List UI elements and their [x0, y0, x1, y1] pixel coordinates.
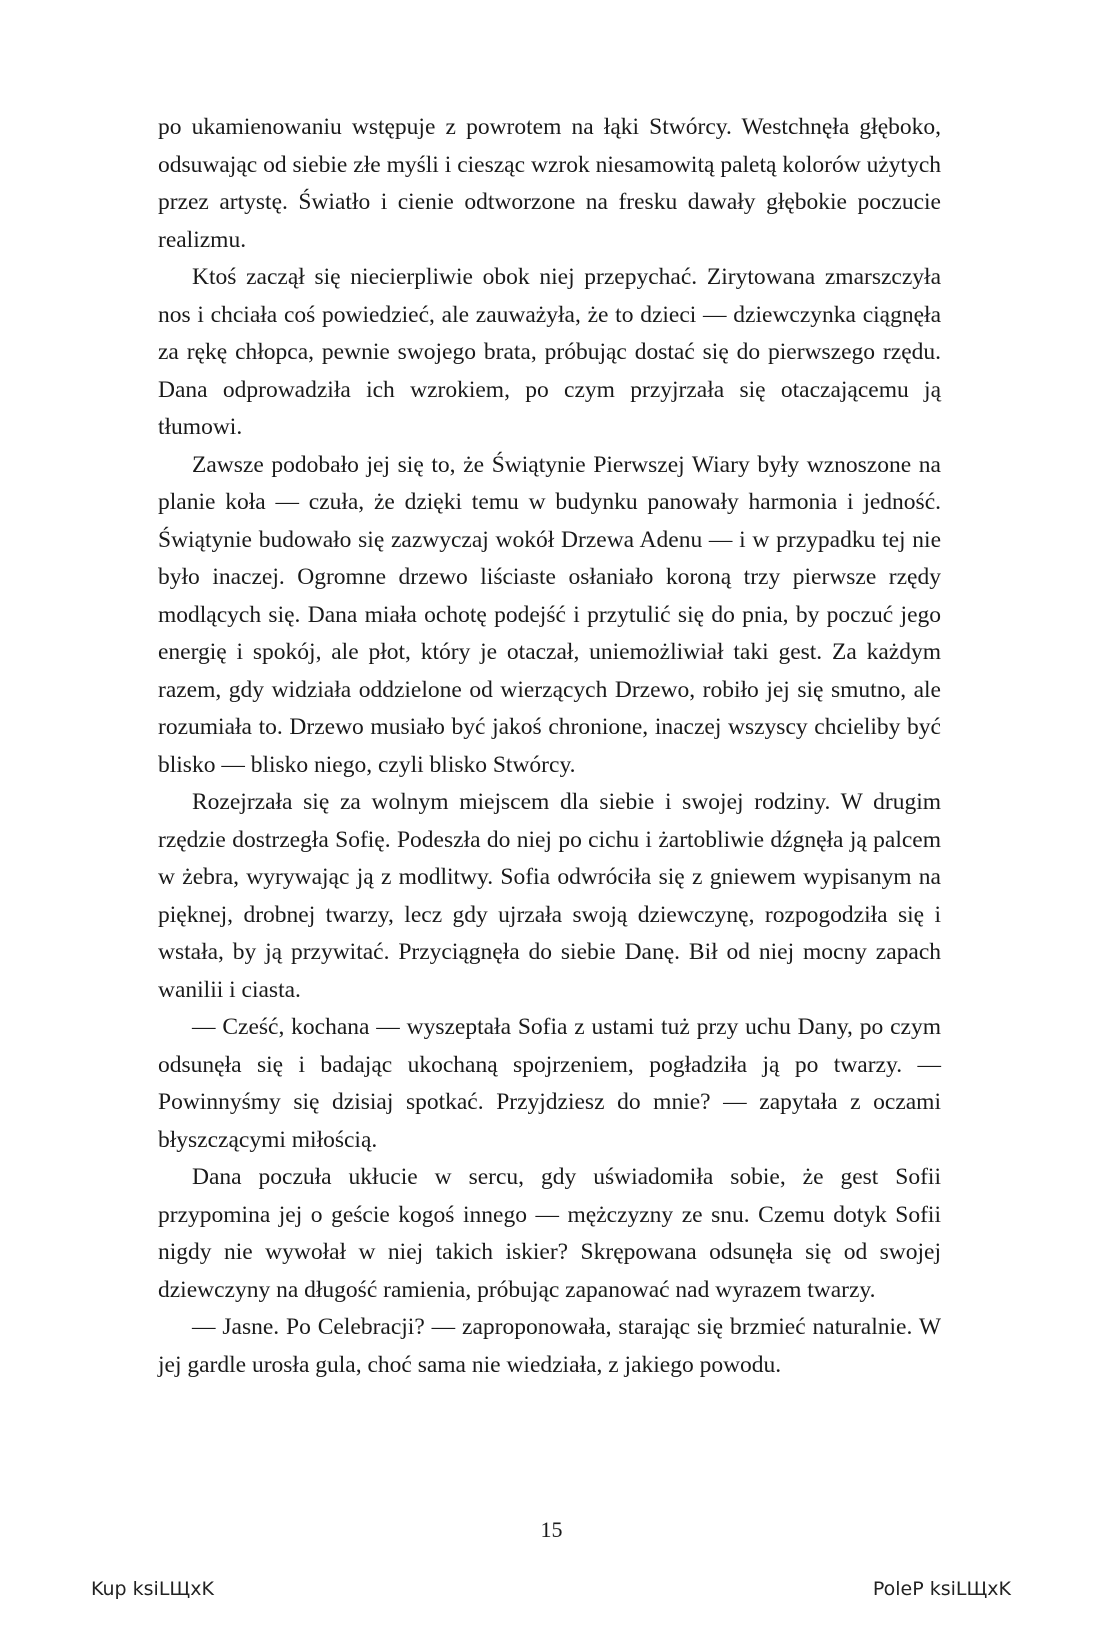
page-number: 15 [540, 1517, 563, 1542]
recommend-book-link[interactable]: PoleP ksiLЩxK [872, 1578, 1011, 1600]
page-body [158, 109, 941, 1384]
paragraph: — Cześć, kochana — wyszeptała Sofia z ustami tuż przy uchu Dany, po czym odsunęła się i badając ukochaną spojrzeniem, pogładziła ją po twarzy. — Powinnyśmy się dzisiaj spotkać. Przyjdziesz do mnie? — zapytała z oczami błyszczącymi miłością. [158, 1014, 941, 1153]
paragraph: Rozejrzała się za wolnym miejscem dla siebie i swojej rodziny. W drugim rzędzie dostrzegła Sofię. Podeszła do niej po cichu i żartobliwie dźgnęła ją palcem w żebra, wyrywając ją z modlitwy. Sofia odwróciła się z gniewem wypisanym na pięknej, drobnej twarzy, lecz gdy ujrzała swoją dziewczynę, rozpogodziła się i wstała, by ją przywitać. Przyciągnęła do siebie Danę. Bił od niej mocny zapach wanilii i ciasta. [158, 789, 941, 1003]
paragraph: po ukamienowaniu wstępuje z powrotem na łąki Stwórcy. Westchnęła głęboko, odsuwając od siebie złe myśli i ciesząc wzrok niesamowitą paletą kolorów użytych przez artystę. Światło i cienie odtworzone na fresku dawały głębokie poczucie realizmu. [158, 114, 941, 253]
buy-book-link[interactable]: Kup ksiLЩxK [91, 1578, 214, 1600]
paragraph: — Jasne. Po Celebracji? — zaproponowała, starając się brzmieć naturalnie. W jej gardle urosła gula, choć sama nie wiedziała, z jakiego powodu. [158, 1314, 941, 1378]
paragraph: Ktoś zaczął się niecierpliwie obok niej przepychać. Zirytowana zmarszczyła nos i chciała coś powiedzieć, ale zauważyła, że to dzieci — dziewczynka ciągnęła za rękę chłopca, pewnie swojego brata, próbując dostać się do pierwszego rzędu. Dana odprowadziła ich wzrokiem, po czym przyjrzała się otaczającemu ją tłumowi. [158, 264, 941, 440]
paragraph: Dana poczuła ukłucie w sercu, gdy uświadomiła sobie, że gest Sofii przypomina jej o geście kogoś innego — mężczyzny ze snu. Czemu dotyk Sofii nigdy nie wywołał w niej takich iskier? Skrępowana odsunęła się od swojej dziewczyny na długość ramienia, próbując zapanować nad wyrazem twarzy. [158, 1164, 941, 1303]
paragraph: Zawsze podobało jej się to, że Świątynie Pierwszej Wiary były wznoszone na planie koła — czuła, że dzięki temu w budynku panowały harmonia i jedność. Świątynie budowało się zazwyczaj wokół Drzewa Adenu — i w przypadku tej nie było inaczej. Ogromne drzewo liściaste osłaniało koroną trzy pierwsze rzędy modlących się. Dana miała ochotę podejść i przytulić się do pnia, by poczuć jego energię i spokój, ale płot, który je otaczał, uniemożliwiał taki gest. Za każdym razem, gdy widziała oddzielone od wierzących Drzewo, robiło jej się smutno, ale rozumiała to. Drzewo musiało być jakoś chronione, inaczej wszyscy chcieliby być blisko — blisko niego, czyli blisko Stwórcy. [158, 451, 941, 778]
